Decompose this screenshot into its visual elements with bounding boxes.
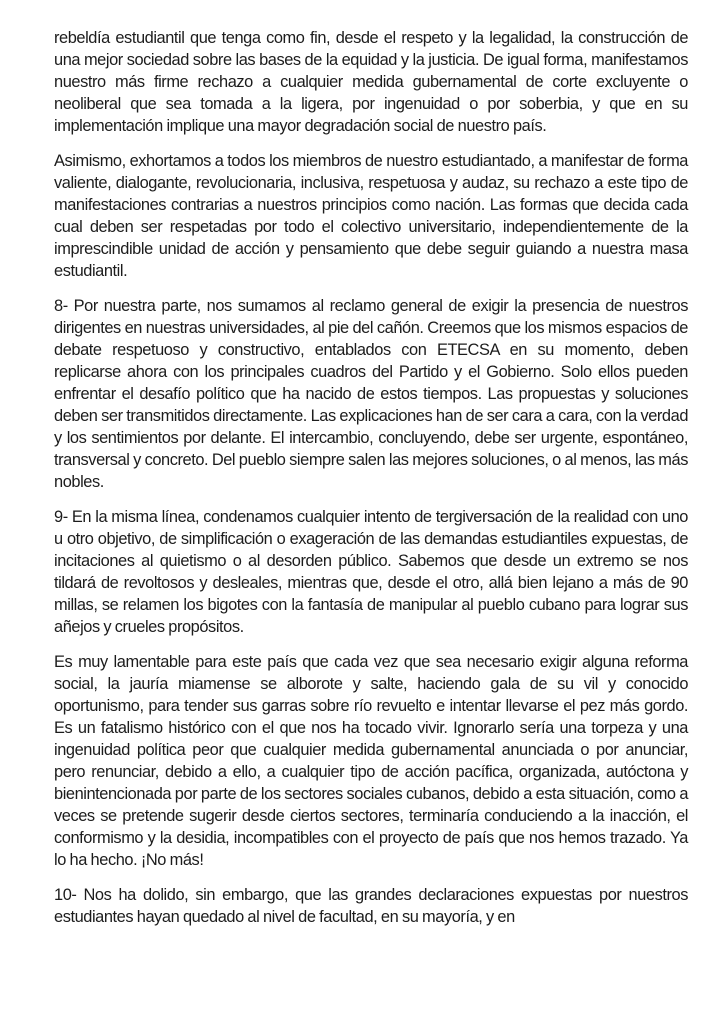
paragraph-lament: Es muy lamentable para este país que cada vez que sea necesario exigir alguna reforma social, la jauría miamense se alborote y salte, haciendo gala de su vil y conocido oportunismo, para tender sus garras sobre río revuelto e intentar llevarse el pez más gordo. Es un fatalismo histórico con el que nos ha tocado vivir. Ignorarlo sería una torpeza y una ingenuidad política peor que cualquier medida gubernamental anunciada o por anunciar, pero renunciar, debido a ello, a cualquier tipo de acción pacífica, organizada, autóctona y bienintencionada por parte de los sectores sociales cubanos, debido a esta situación, como a veces se pretende sugerir desde ciertos sectores, terminaría conduciendo a la inacción, el conformismo y la desidia, incompatibles con el proyecto de país que nos hemos trazado. Ya lo ha hecho. ¡No más!: [54, 652, 689, 869]
paragraph-continuation: rebeldía estudiantil que tenga como fin, desde el respeto y la legalidad, la construcción de una mejor sociedad sobre las bases de la equidad y la justicia. De igual forma, manifestamos nuestro más firme rechazo a cualquier medida gubernamental de corte excluyente o neoliberal que sea tomada a la ligera, por ingenuidad o por soberbia, y que en su implementación implique una mayor degradación social de nuestro país.: [54, 28, 689, 135]
document-page: [54, 27, 688, 941]
paragraph-point-9: 9- En la misma línea, condenamos cualquier intento de tergiversación de la realidad con uno u otro objetivo, de simplificación o exageración de las demandas estudiantiles expuestas, de incitaciones al quietismo o al desorden público. Sabemos que desde un extremo se nos tildará de revoltosos y desleales, mientras que, desde el otro, allá bien lejano a más de 90 millas, se relamen los bigotes con la fantasía de manipular al pueblo cubano para lograr sus añejos y crueles propósitos.: [54, 507, 689, 636]
paragraph-point-10: 10- Nos ha dolido, sin embargo, que las grandes declaraciones expuestas por nuestros estudiantes hayan quedado al nivel de facultad, en su mayoría, y en: [54, 885, 689, 926]
paragraph-exhortation: Asimismo, exhortamos a todos los miembros de nuestro estudiantado, a manifestar de forma valiente, dialogante, revolucionaria, inclusiva, respetuosa y audaz, su rechazo a este tipo de manifestaciones contrarias a nuestros principios como nación. Las formas que decida cada cual deben ser respetadas por todo el colectivo universitario, independientemente de la imprescindible unidad de acción y pensamiento que debe seguir guiando a nuestra masa estudiantil.: [54, 151, 689, 280]
paragraph-point-8: 8- Por nuestra parte, nos sumamos al reclamo general de exigir la presencia de nuestros dirigentes en nuestras universidades, al pie del cañón. Creemos que los mismos espacios de debate respetuoso y constructivo, entablados con ETECSA en su momento, deben replicarse ahora con los principales cuadros del Partido y el Gobierno. Solo ellos pueden enfrentar el desafío político que ha nacido de estos tiempos. Las propuestas y soluciones deben ser transmitidos directamente. Las explicaciones han de ser cara a cara, con la verdad y los sentimientos por delante. El intercambio, concluyendo, debe ser urgente, espontáneo, transversal y concreto. Del pueblo siempre salen las mejores soluciones, o al menos, las más nobles.: [54, 296, 689, 491]
